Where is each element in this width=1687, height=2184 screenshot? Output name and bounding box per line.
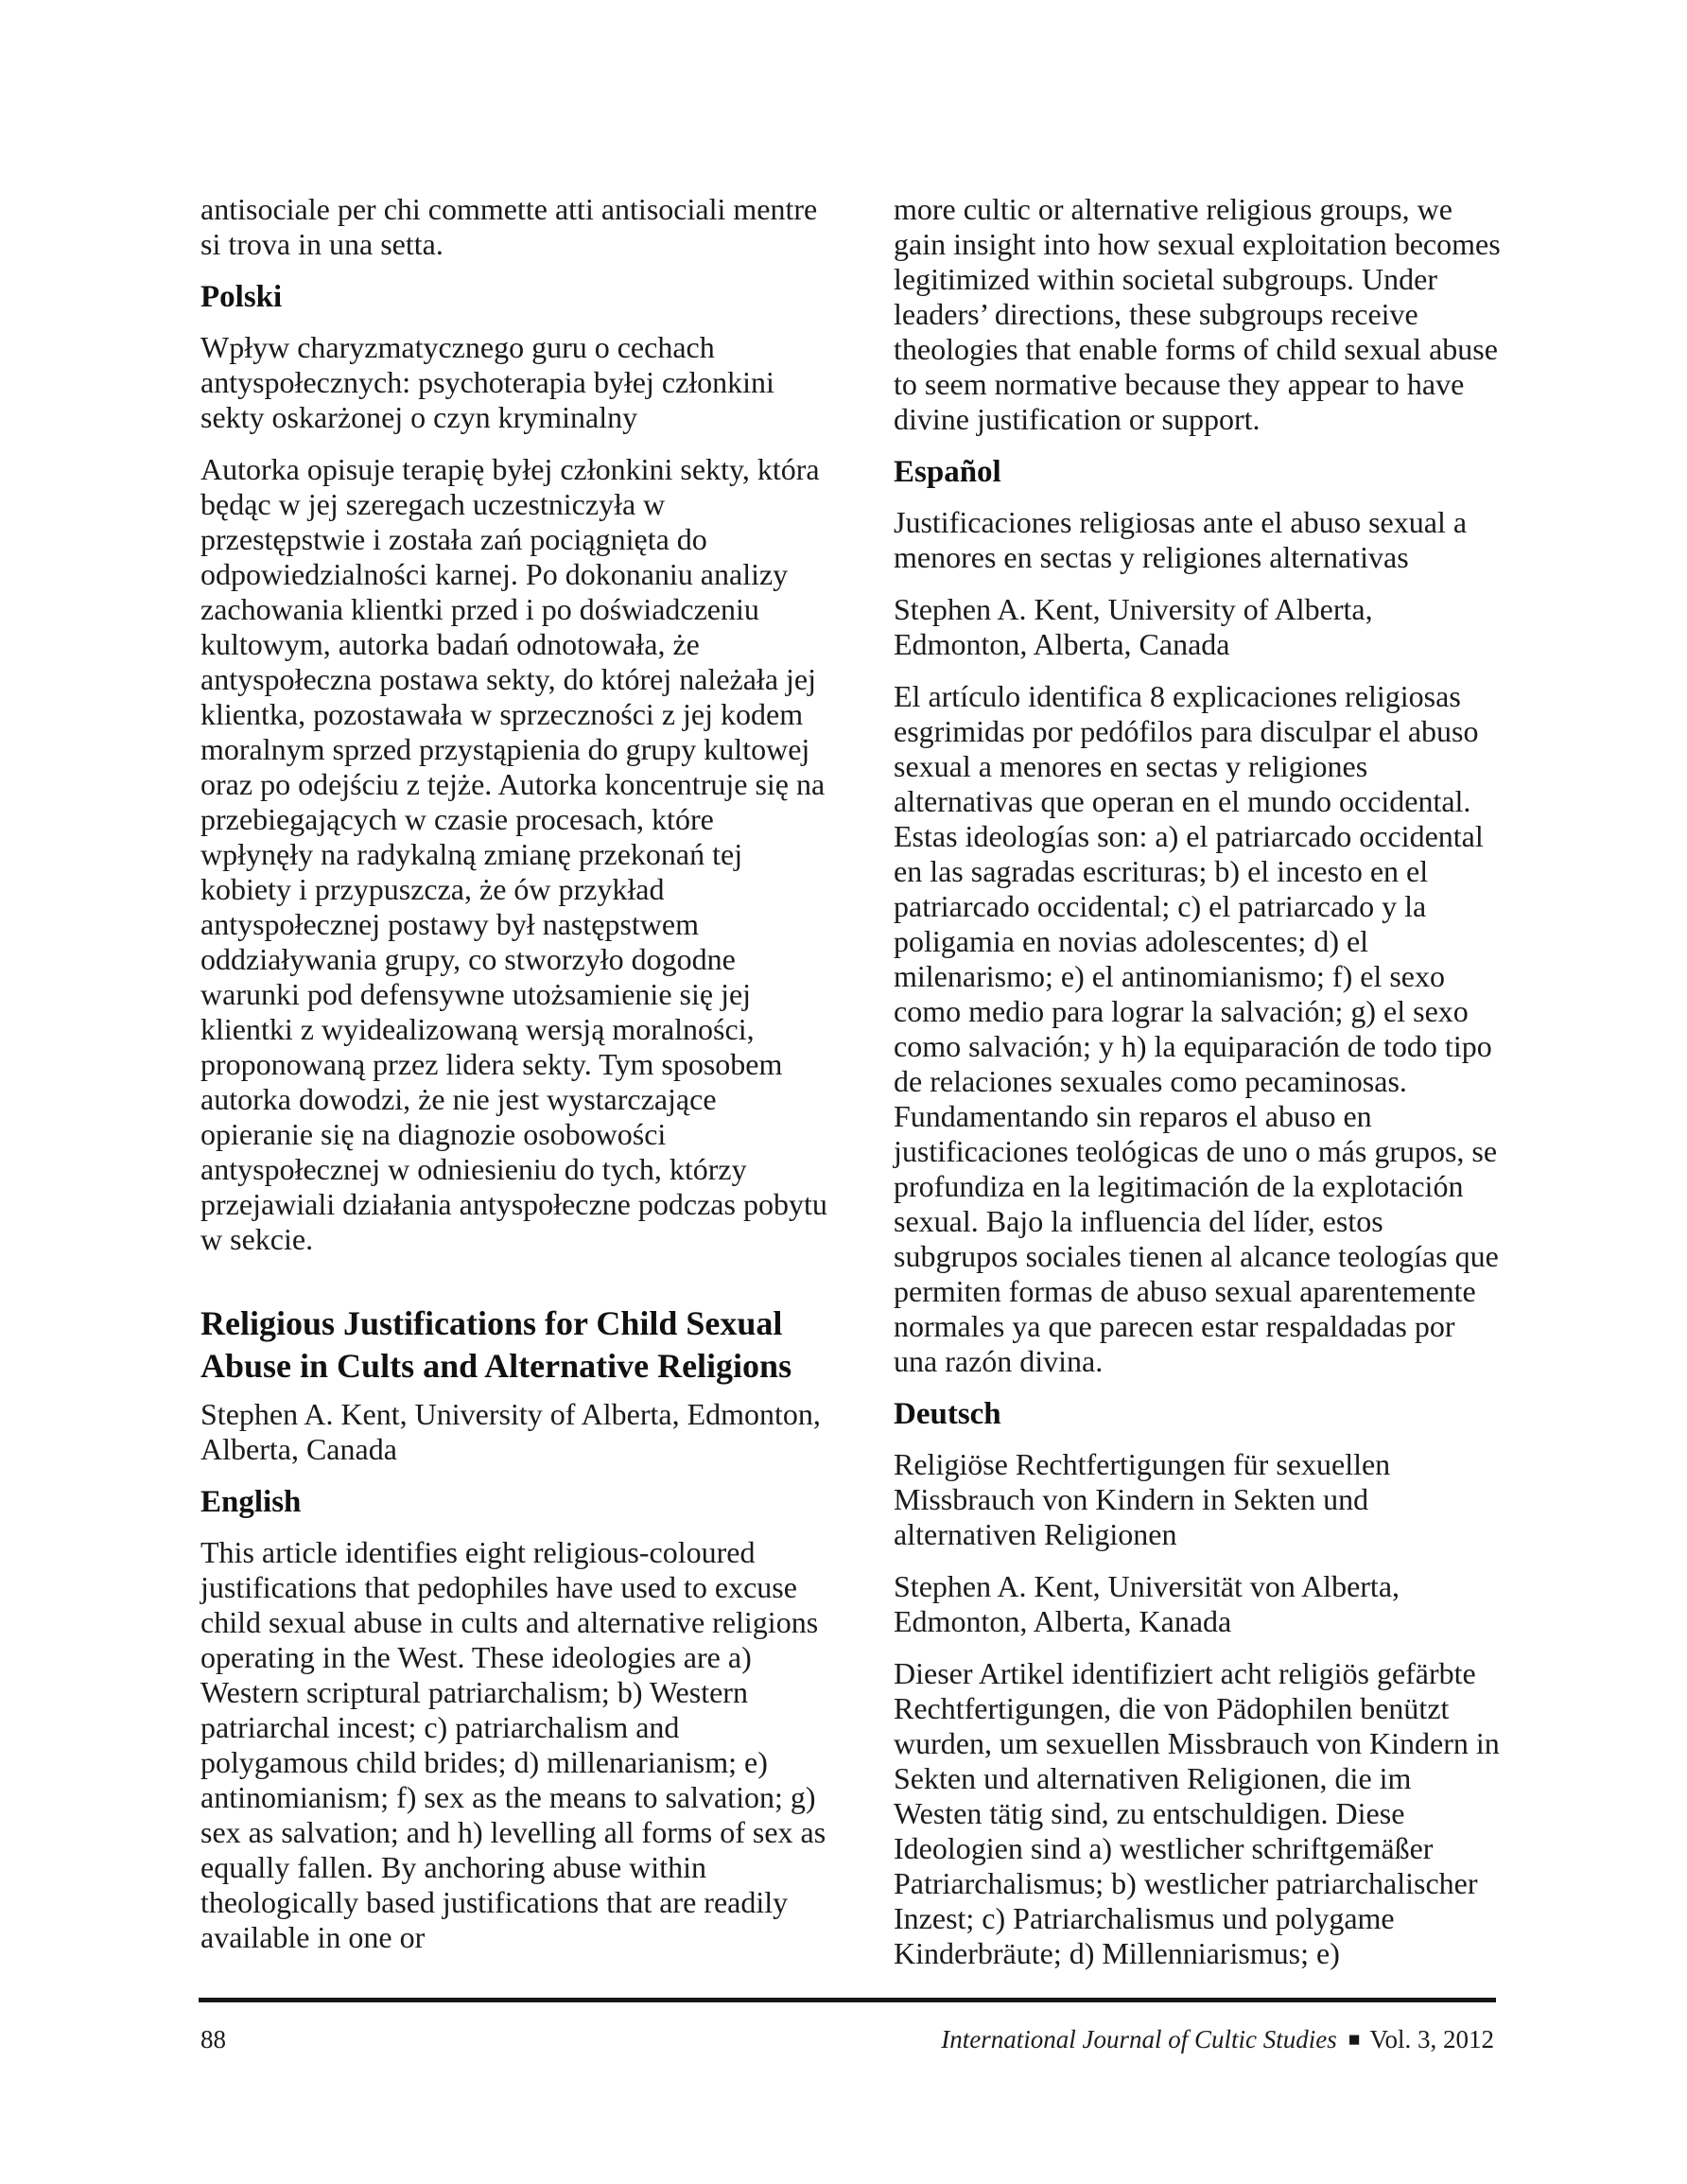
espanol-abstract: El artículo identifica 8 explicaciones religiosas esgrimidas por pedófilos para disculpar el abuso sexual a menores en sectas y religiones alternativas que operan en el mundo occidental. Estas ideologías son: a) el patriarcado occidental en las sagradas escrituras; b) el incesto en el patriarcado occidental; c) el patriarcado y la poligamia en novias adolescentes; d) el milenarismo; e) el antinomianismo; f) el sexo como medio para lograr la salvación; g) el sexo como salvación; y h) la equiparación de todo tipo de relaciones sexuales como pecaminosas. Fundamentando sin reparos el abuso en justificaciones teológicas de uno o más grupos, se profundiza en la legitimación de la explotación sexual. Bajo la influencia del líder, estos subgrupos sociales tienen al alcance teologías que permiten formas de abuso sexual aparentemente normales ya que parecen estar respaldadas por una razón divina. — [894, 679, 1499, 1378]
deutsch-abstract: Dieser Artikel identifiziert acht religiös gefärbte Rechtfertigungen, die von Pädophilen benützt wurden, um sexuellen Missbrauch von Kindern in Sekten und alternativen Religionen, die im Westen tätig sind, zu entschuldigen. Diese Ideologien sind a) westlicher schriftgemäßer Patriarchalismus; b) westlicher patriarchalischer Inzest; c) Patriarchalismus und polygame Kinderbräute; d) Millenniarismus; e) — [894, 1656, 1500, 1970]
polski-article-title: Wpływ charyzmatycznego guru o cechach antyspołecznych: psychoterapia byłej członkini sekty oskarżonej o czyn kryminalny — [200, 330, 774, 434]
deutsch-article-title: Religiöse Rechtfertigungen für sexuellen Missbrauch von Kindern in Sekten und alternativen Religionen — [894, 1447, 1391, 1551]
espanol-author-line: Stephen A. Kent, University of Alberta, Edmonton, Alberta, Canada — [894, 592, 1373, 661]
square-bullet-icon: ■ — [1348, 2028, 1361, 2051]
espanol-heading: Español — [894, 455, 1001, 489]
english-abstract: This article identifies eight religious-coloured justifications that pedophiles have used to excuse child sexual abuse in cults and alternative religions operating in the West. These ideologies are a) Western scriptural patriarchalism; b) Western patriarchal incest; c) patriarchalism and polygamous child brides; d) millenarianism; e) antinomianism; f) sex as the means to salvation; g) sex as salvation; and h) levelling all forms of sex as equally fallen. By anchoring abuse within theologically based justifications that are readily available in one or — [200, 1535, 826, 1954]
italian-abstract-fragment: antisociale per chi commette atti antisociali mentre si trova in una setta. — [200, 192, 818, 261]
espanol-article-title: Justificaciones religiosas ante el abuso sexual a menores en sectas y religiones alternativas — [894, 505, 1468, 574]
journal-title: International Journal of Cultic Studies — [941, 2025, 1337, 2053]
page-number: 88 — [200, 2025, 226, 2053]
english-abstract-continued: more cultic or alternative religious groups, we gain insight into how sexual exploitation becomes legitimized within societal subgroups. Under leaders’ directions, these subgroups receive theologies that enable forms of child sexual abuse to seem normative because they appear to have divine justification or support. — [894, 192, 1501, 436]
right-column — [894, 192, 1504, 1988]
polski-heading: Polski — [200, 280, 283, 314]
journal-volume: Vol. 3, 2012 — [1369, 2025, 1494, 2053]
left-column — [200, 192, 829, 1972]
polski-abstract: Autorka opisuje terapię byłej członkini sekty, która będąc w jej szeregach uczestniczyła w przestępstwie i została zań pociągnięta do odpowiedzialności karnej. Po dokonaniu analizy zachowania klientki przed i po doświadczeniu kultowym, autorka badań odnotowała, że antyspołeczna postawa sekty, do której należała jej klientka, pozostawała w sprzeczności z jej kodem moralnym sprzed przystąpienia do grupy kultowej oraz po odejściu z tejże. Autorka koncentruje się na przebiegających w czasie procesach, które wpłynęły na radykalną zmianę przekonań tej kobiety i przypuszcza, że ów przykład antyspołecznej postawy był następstwem oddziaływania grupy, co stworzyło dogodne warunki pod defensywne utożsamienie się jej klientki z wyidealizowaną wersją moralności, proponowaną przez lidera sekty. Tym sposobem autorka dowodzi, że nie jest wystarczające opieranie się na diagnozie osobowości antyspołecznej w odniesieniu do tych, którzy przejawiali działania antyspołeczne podczas pobytu w sekcie. — [200, 452, 827, 1256]
journal-citation — [941, 2024, 1494, 2056]
footer-divider-rule — [199, 1998, 1496, 2002]
deutsch-heading: Deutsch — [894, 1397, 1001, 1431]
page-footer — [200, 2024, 1494, 2056]
deutsch-author-line: Stephen A. Kent, Universität von Alberta, Edmonton, Alberta, Kanada — [894, 1569, 1400, 1638]
article-author-line: Stephen A. Kent, University of Alberta, Edmonton, Alberta, Canada — [200, 1397, 821, 1466]
article-title: Religious Justifications for Child Sexual Abuse in Cults and Alternative Religions — [200, 1304, 792, 1385]
english-heading: English — [200, 1485, 302, 1519]
